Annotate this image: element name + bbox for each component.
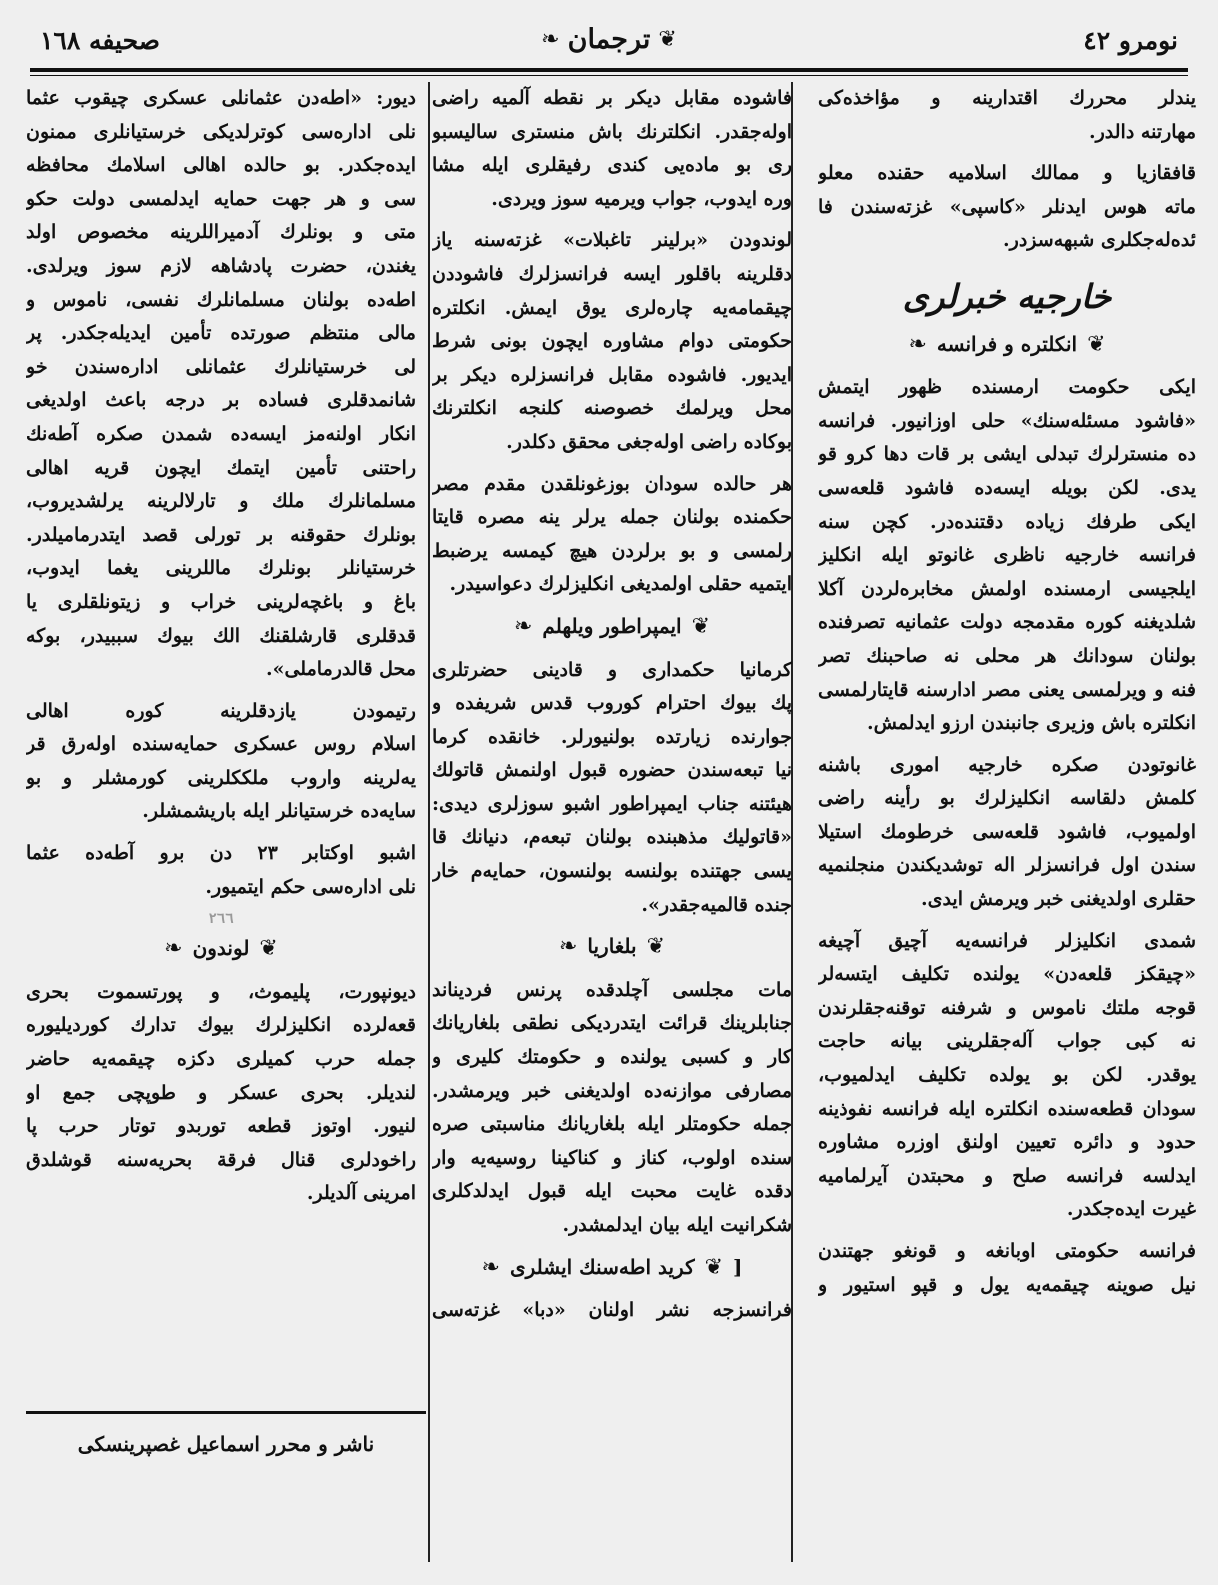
- ornament-icon: ❦: [704, 1254, 724, 1280]
- text-line: نلى اداره‌سى حكم ايتميور.: [205, 875, 416, 898]
- text-line: «چيقكز قلعه‌دن» يولنده تكليف ايتسه‌لر: [818, 963, 1196, 986]
- text-line: فرانسه حكومتى اوبانغه و قونغو جهتندن: [818, 1240, 1196, 1262]
- paragraph: [26, 82, 416, 687]
- text-line: رلمسى و بو برلردن هيچ كيمسه يرضبط: [432, 539, 792, 562]
- paragraph: [26, 695, 416, 829]
- ornament-icon: ❧: [481, 1254, 500, 1280]
- text-line: شمدى انكليزلر فرانسه‌يه آچيق آچيغه: [818, 929, 1196, 952]
- text-line: اطه‌ده بولنان مسلمانلرك نفسى، ناموس و: [26, 288, 416, 311]
- text-line: يندلر محررك اقتدارينه و مؤاخذه‌كى: [818, 87, 1196, 109]
- text-line: مالى منتظم صورتده تأمين ايديله‌جكدر. پر: [26, 322, 416, 345]
- newspaper-title: [541, 24, 677, 55]
- text-line: يدى. لكن بويله ايسه‌ده فاشود قلعه‌سى: [818, 476, 1196, 499]
- text-line: كرمانيا حكمدارى و قادينى حضرتلرى: [432, 658, 792, 681]
- subheading: [ ❦ كريد اطه‌سنك ايشلرى ❧: [432, 1251, 792, 1285]
- text-line: كار و كسبى يولنده و حكومتك كليرى و: [432, 1046, 792, 1069]
- text-line: شكرانيت ايله بيان ايدلمشدر.: [562, 1214, 792, 1236]
- ornament-icon: ❧: [908, 331, 927, 357]
- text-line: مصارفى موازنه‌ده اولديغنى خبر ويرمشدر.: [432, 1079, 792, 1102]
- text-line: ايده‌جكدر. بو حالده اهالى اسلامك محافظه: [26, 154, 416, 177]
- paragraph: [818, 749, 1196, 917]
- page-number: صحيفه ١٦٨: [40, 26, 160, 55]
- text-line: بونلرك حقوقنه بر تورلى قصد ايتدرماميلدر.: [26, 523, 416, 546]
- ornament-icon: ❧: [164, 936, 183, 962]
- paragraph: [26, 837, 416, 904]
- issue-number: نومرو ٤٢: [1083, 26, 1178, 55]
- text-line: نه كبى جواب آله‌جقلرينى بيانه حاجت: [818, 1030, 1196, 1053]
- faint-note: ٢٦٦: [208, 911, 234, 928]
- text-line: لوندودن «برلينر تاغبلات» غزته‌سنه ياز: [432, 229, 792, 252]
- text-line: ايتميه حقلى اولمديغى انكليزلرك دعواسيدر.: [449, 573, 792, 596]
- ornament-icon: ❧: [541, 27, 560, 52]
- header-rule: [30, 68, 1188, 72]
- text-line: غيرت ايده‌جكدر.: [1066, 1198, 1196, 1221]
- text-line: لى خرستيانلرك عثمانلى اداره‌سندن خو: [26, 355, 416, 378]
- text-line: وره ايدوب، جواب ويرميه سوز ويردى.: [491, 187, 792, 210]
- text-line: انكلتره باش وزيرى جانبندن ارزو ايدلمش.: [866, 712, 1196, 735]
- text-line: شلديغنه كوره مقدمجه دولت عثمانيه تصرفنده: [818, 611, 1196, 634]
- text-line: پك بيوك احترام كوروب قدس شريفده و: [432, 692, 792, 715]
- text-line: بوكاده راضى اوله‌جغى محقق دكلدر.: [506, 430, 792, 453]
- text-line: جنابلرينك قرائت ايتدرديكى نطقى بلغاريانك: [432, 1012, 792, 1035]
- text-line: يوقدر. لكن بو يولده تكليف ايدلميوب،: [818, 1064, 1196, 1087]
- text-line: مهارتنه دالدر.: [1088, 120, 1196, 143]
- paragraph: [432, 1294, 792, 1328]
- text-line: نيا تبعه‌سندن حضوره قبول اولنمش قاتولك: [432, 759, 792, 782]
- text-line: رى بو ماده‌يى كندى رفيقلرى ايله مشا: [432, 154, 792, 177]
- subheading: ❦ لوندون ❧: [26, 932, 416, 966]
- text-line: اسلام روس عسكرى حمايه‌سنده اوله‌رق قر: [26, 733, 416, 756]
- text-line: بولنان سودانك هر محلى نه صاحبنك تصر: [818, 644, 1196, 667]
- subheading: ❦ انكلتره و فرانسه ❧: [818, 328, 1196, 362]
- ornament-icon: ❧: [558, 934, 578, 960]
- ornament-icon: ❦: [646, 934, 666, 960]
- text-line: ديور: «اطه‌دن عثمانلى عسكرى چيقوب عثما: [26, 87, 416, 109]
- text-line: اولميوب، فاشود قلعه‌سى خرطومك استيلا: [818, 820, 1196, 843]
- ornament-icon: ❦: [259, 936, 278, 962]
- paragraph: [818, 1235, 1196, 1302]
- text-line: نيل صوينه چيقمه‌يه يول و قپو استيور و: [818, 1273, 1196, 1296]
- text-line: ايديور. فاشوده مقابل فرانسزلره ديكر بر: [432, 363, 792, 386]
- text-line: جمله حكومتلر ايله بلغاريانك مناسبتى صره: [432, 1113, 792, 1136]
- text-line: جوارنده زيارتده بولنيورلر. خانقده كرما: [432, 725, 792, 748]
- footer-rule: [26, 1411, 426, 1414]
- right-column: [818, 82, 1196, 1310]
- middle-column: [432, 82, 792, 1336]
- text-line: حقلرى اولديغنى خبر ويرمش ايدى.: [920, 888, 1196, 911]
- text-line: كلمش دلقاسه انكليزلرك بو رأينه راضى: [818, 787, 1196, 810]
- text-line: سى و هر جهت حمايه ايدلمسى دولت حكو: [26, 187, 416, 210]
- text-line: محل قالدرماملى».: [265, 658, 416, 681]
- subheading: ❦ بلغاريا ❧: [432, 930, 792, 964]
- text-line: حكمنده بولنان جمله يرلر ينه مصره قايتا: [432, 506, 792, 529]
- text-line: جمله حرب كميلرى دكزه چيقمه‌يه حاضر: [26, 1048, 416, 1071]
- text-line: دقلرينه باقلور ايسه فرانسزلرك فاشوددن: [432, 262, 792, 285]
- publisher-line: ناشر و محرر اسماعيل غصپرينسكى: [77, 1432, 375, 1456]
- text-line: مسلمانلرك ملك و تارلالرينه يرلشديروب،: [26, 490, 416, 513]
- left-column: [26, 82, 416, 1219]
- paragraph: [818, 157, 1196, 258]
- paragraph: [26, 976, 416, 1211]
- newspaper-title-text: ترجمان: [567, 24, 651, 55]
- text-line: هيئتنه جناب ايمپراطور اشبو سوزلرى ديدى:: [432, 792, 792, 815]
- page-header: [30, 14, 1188, 70]
- text-line: لنديلر. بحرى عسكر و طوپچى جمع او: [26, 1081, 416, 1104]
- paragraph: [818, 82, 1196, 149]
- text-line: ايكى طرفك زياده دقتنده‌در. كچن سنه: [818, 510, 1196, 533]
- paragraph: [432, 82, 792, 216]
- text-line: امرينى آلديلر.: [306, 1182, 416, 1205]
- ornament-icon: ❦: [1087, 331, 1106, 357]
- text-line: نلى اداره‌سى كوترلديكى خرستيانلرى ممنون: [26, 120, 416, 143]
- text-line: اوله‌جقدر. انكلترنك باش منسترى ساليسبو: [432, 120, 792, 143]
- text-line: چيقمامه‌يه چاره‌لرى يوق ايمش. انكلتره: [432, 296, 792, 319]
- paragraph: [818, 371, 1196, 741]
- text-line: سودان قطعه‌سنده انكلتره ايله فرانسه نفوذينه: [818, 1097, 1196, 1120]
- text-line: فنه و ويرلمسى يعنى مصر ادارسنه قايتارلمسى: [818, 678, 1196, 701]
- text-line: «فاشود مسئله‌سنك» حلى اوزانيور. فرانسه: [818, 409, 1196, 432]
- subheading: ❦ ايمپراطور ويلهلم ❧: [432, 610, 792, 644]
- text-line: جنده قالميه‌جقدر».: [641, 893, 792, 916]
- text-line: انكار اولنه‌مز ايسه‌ده شمدن صكره آطه‌نك: [26, 422, 416, 445]
- text-line: دقده غايت محبت ايله قبول ايدلدكلرى: [432, 1180, 792, 1203]
- section-title: خارجيه خبرلرى: [902, 276, 1112, 316]
- text-line: «قاتوليك مذهبنده بولنان تبعه‌م، دنيانك قا: [432, 826, 792, 849]
- text-line: ماته هوس ايدنلر «كاسپى» غزته‌سندن فا: [818, 195, 1196, 218]
- text-line: يغندن، حضرت پادشاهه لازم سوز ويرلدى.: [26, 254, 416, 277]
- text-line: قعه‌لرده انكليزلرك بيوك تدارك كورديليوره: [26, 1014, 416, 1037]
- text-line: ايلجيسى ارمسنده اولمش مخابره‌لردن آكلا: [818, 577, 1196, 600]
- text-line: غانوتودن صكره خارجيه امورى باشنه: [818, 753, 1196, 776]
- text-line: حكومتى دوام مشاوره ايچون بونى شرط: [432, 330, 792, 353]
- text-line: راخودلرى قنال فرقة بحريه‌سنه قوشلدق: [26, 1148, 416, 1171]
- paragraph: [432, 224, 792, 459]
- text-line: يه‌لرينه واروب ملككلرينى كورمشلر و بو: [26, 766, 416, 789]
- paragraph: [432, 468, 792, 602]
- paragraph: [818, 925, 1196, 1227]
- text-line: ايكى حكومت ارمسنده ظهور ايتمش: [818, 376, 1196, 399]
- text-line: باغ و باغچه‌لرينى خراب و زيتونلقلرى يا: [26, 590, 416, 613]
- text-line: فاشوده مقابل ديكر بر نقطه آلميه راضى: [432, 87, 792, 109]
- text-line: شانمدقلرى فساده بر درجه باعث اولديغى: [26, 389, 416, 412]
- text-line: مات مجلسى آچلدقده پرنس فرديناند: [432, 978, 792, 1001]
- text-line: لنيور. اوتوز قطعه توربدو توتار حرب پا: [26, 1115, 416, 1138]
- text-line: هر حالده سودان بوزغونلقدن مقدم مصر: [432, 472, 792, 495]
- text-line: يسى جهتنده بولنسه بولنسون، حمايه‌م خار: [432, 860, 792, 883]
- text-line: ده منسترلرك تبدلى ايشى بر قات دها كرو قو: [818, 443, 1196, 466]
- text-line: فرانسه خارجيه ناظرى غانوتو ايله انكليز: [818, 544, 1196, 567]
- text-line: متى و بونلرك آدميراللرينه مخصوص اولد: [26, 221, 416, 244]
- column-divider: [428, 82, 430, 1562]
- text-line: حدود و دائره تعيين اولنق اوزره مشاوره: [818, 1131, 1196, 1154]
- text-line: قدقلرى قارشلقنك الك بيوك سببيدر، بوكه: [26, 624, 416, 647]
- text-line: راحتنى تأمين ايتمك ايچون قريه اهالى: [26, 456, 416, 479]
- text-line: سندن اول فرانسزلر اله توشديكندن منجلنميه: [818, 854, 1196, 877]
- ornament-icon: ❦: [691, 613, 711, 639]
- paragraph: [432, 654, 792, 923]
- ornament-icon: ❧: [513, 613, 533, 639]
- text-line: رتيمودن يازدقلرينه كوره اهالى: [26, 699, 416, 722]
- text-line: محل ويرلمك خصوصنه كلنجه انكلترنك: [432, 397, 792, 420]
- text-line: سنده اولوب، كناز و كناكينا روسيه‌يه وار: [432, 1146, 792, 1169]
- text-line: فرانسزجه نشر اولنان «دبا» غزته‌سى: [432, 1299, 792, 1322]
- text-line: ئده‌له‌جكلرى شبهه‌سزدر.: [1003, 229, 1196, 252]
- text-line: خرستيانلر بونلرك ماللرينى يغما ايدوب،: [26, 557, 416, 580]
- header-rule-thin: [30, 75, 1188, 76]
- text-line: ايدلسه فرانسه صلح و محبتدن آيرلماميه: [818, 1164, 1196, 1187]
- bracket-mark: [: [733, 1254, 743, 1279]
- text-line: اشبو اوكتابر ٢٣ دن برو آطه‌ده عثما: [26, 842, 416, 865]
- paragraph: [432, 974, 792, 1243]
- text-line: ديونپورت، پليموث، و پورتسموت بحرى: [26, 980, 416, 1003]
- text-line: قافقازيا و ممالك اسلاميه حقنده معلو: [818, 162, 1196, 185]
- text-line: سايه‌ده خرستيانلر ايله باريشمشلر.: [142, 800, 416, 823]
- text-line: قوجه ملتك ناموس و شرفنه توقنه‌جقلرندن: [818, 996, 1196, 1019]
- ornament-icon: ❦: [658, 27, 677, 52]
